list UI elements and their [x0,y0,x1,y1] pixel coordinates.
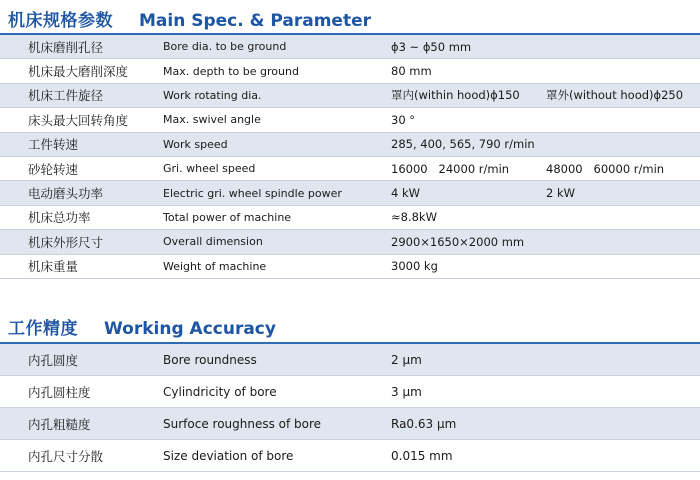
row-label-zh: 床头最大回转角度 [28,112,129,128]
row-value: 3000 kg [391,259,438,274]
row-value-secondary: 2 kW [546,186,576,201]
row-label-en: Weight of machine [163,259,267,273]
row-value: ϕ3 ~ ϕ50 mm [391,39,472,54]
row-label-zh: 内孔粗糙度 [28,416,91,432]
row-label-zh: 砂轮转速 [28,161,79,177]
accuracy-title-zh: 工作精度 [8,319,78,339]
row-value: 3 μm [391,384,422,399]
row-label-en: Bore dia. to be ground [163,40,287,54]
row-label-zh: 工件转速 [28,137,79,153]
row-label-zh: 机床磨削孔径 [28,39,104,55]
spec-section-title [8,6,371,31]
row-label-en: Work speed [163,137,228,151]
row-label-zh: 机床重量 [28,259,79,275]
table-row [0,408,700,440]
row-value: Ra0.63 μm [391,416,457,431]
row-value-secondary: 罩外(without hood)ϕ250 [546,88,684,103]
row-value-secondary: 48000 60000 r/min [546,161,665,176]
row-value: 罩内(within hood)ϕ150 [391,88,520,103]
row-label-zh: 机床最大磨削深度 [28,64,129,80]
row-label-en: Gri. wheel speed [163,162,256,176]
row-label-en: Cylindricity of bore [163,384,277,399]
row-value: 4 kW [391,186,421,201]
row-label-zh: 机床总功率 [28,210,91,226]
table-row [0,206,700,230]
row-value: 2 μm [391,352,422,367]
row-label-en: Electric gri. wheel spindle power [163,186,342,200]
row-label-zh: 内孔尺寸分散 [28,448,104,464]
row-value: 16000 24000 r/min [391,161,510,176]
row-label-zh: 机床工件旋径 [28,88,104,104]
accuracy-table [0,344,700,472]
table-row [0,440,700,472]
row-value: ≈8.8kW [391,210,437,225]
spec-title-en: Main Spec. & Parameter [139,11,371,31]
table-row [0,376,700,408]
table-row [0,255,700,279]
spec-title-zh: 机床规格参数 [8,11,113,31]
table-row [0,108,700,132]
row-value: 0.015 mm [391,448,453,463]
table-row [0,84,700,108]
row-label-zh: 电动磨头功率 [28,186,104,202]
row-label-zh: 机床外形尺寸 [28,234,104,250]
table-row [0,230,700,254]
row-label-en: Total power of machine [163,210,292,224]
row-label-zh: 内孔圆度 [28,352,79,368]
row-value: 30 ° [391,112,416,127]
row-value: 80 mm [391,64,432,79]
row-label-en: Max. depth to be ground [163,64,299,78]
table-row [0,35,700,59]
accuracy-section-title [8,314,276,339]
row-label-en: Bore roundness [163,352,257,367]
row-label-en: Max. swivel angle [163,113,261,127]
row-value: 2900×1650×2000 mm [391,234,525,249]
table-row [0,157,700,181]
table-row [0,59,700,83]
row-label-en: Surfoce roughness of bore [163,416,322,431]
table-row [0,181,700,205]
row-label-en: Overall dimension [163,235,263,249]
row-label-zh: 内孔圆柱度 [28,384,91,400]
row-label-en: Size deviation of bore [163,448,294,463]
accuracy-title-en: Working Accuracy [104,319,276,339]
row-label-en: Work rotating dia. [163,88,262,102]
spec-table [0,35,700,279]
table-row [0,344,700,376]
row-value: 285, 400, 565, 790 r/min [391,137,535,152]
table-row [0,133,700,157]
